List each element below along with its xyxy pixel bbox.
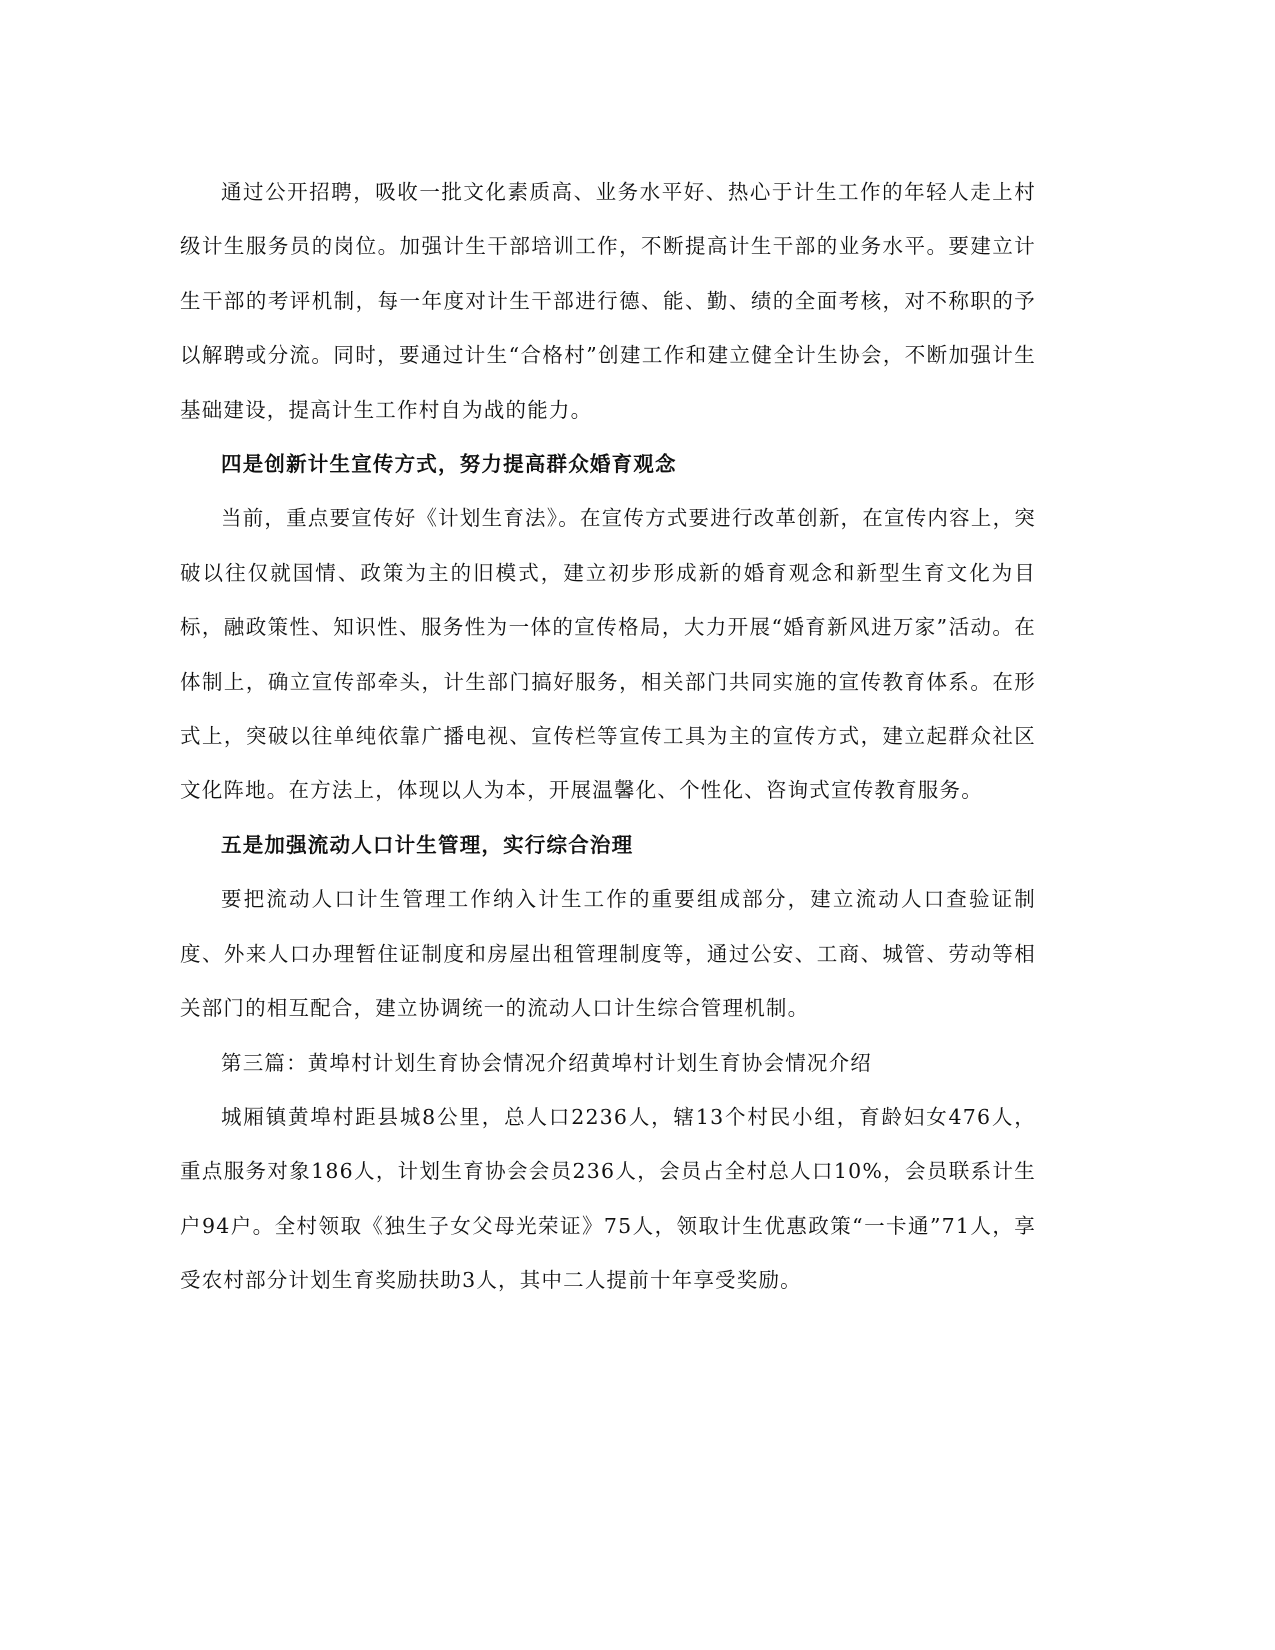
document-page (180, 165, 1036, 1308)
paragraph-staff-recruitment: 通过公开招聘，吸收一批文化素质高、业务水平好、热心于计生工作的年轻人走上村级计生服务员的岗位。加强计生干部培训工作，不断提高计生干部的业务水平。要建立计生干部的考评机制，每一年度对计生干部进行德、能、勤、绩的全面考核，对不称职的予以解聘或分流。同时，要通过计生“合格村”创建工作和建立健全计生协会，不断加强计生基础建设，提高计生工作村自为战的能力。 (180, 180, 1036, 422)
section-heading-publicity: 四是创新计生宣传方式，努力提高群众婚育观念 (221, 452, 677, 477)
paragraph-village-statistics: 城厢镇黄埠村距县城8公里，总人口2236人，辖13个村民小组，育龄妇女476人，重点服务对象186人，计划生育协会会员236人，会员占全村总人口10%，会员联系计生户94户。全村领取《独生子女父母光荣证》75人，领取计生优惠政策“一卡通”71人，享受农村部分计划生育奖励扶助3人，其中二人提前十年享受奖励。 (180, 1104, 1036, 1293)
section-heading-floating-population: 五是加强流动人口计生管理，实行综合治理 (221, 832, 634, 857)
article-title-third: 第三篇：黄埠村计划生育协会情况介绍黄埠村计划生育协会情况介绍 (221, 1050, 872, 1075)
paragraph-publicity: 当前，重点要宣传好《计划生育法》。在宣传方式要进行改革创新，在宣传内容上，突破以往仅就国情、政策为主的旧模式，建立初步形成新的婚育观念和新型生育文化为目标，融政策性、知识性、服务性为一体的宣传格局，大力开展“婚育新风进万家”活动。在体制上，确立宣传部牵头，计生部门搞好服务，相关部门共同实施的宣传教育体系。在形式上，突破以往单纯依靠广播电视、宣传栏等宣传工具为主的宣传方式，建立起群众社区文化阵地。在方法上，体现以人为本，开展温馨化、个性化、咨询式宣传教育服务。 (180, 506, 1036, 803)
paragraph-floating-population: 要把流动人口计生管理工作纳入计生工作的重要组成部分，建立流动人口查验证制度、外来人口办理暂住证制度和房屋出租管理制度等，通过公安、工商、城管、劳动等相关部门的相互配合，建立协调统一的流动人口计生综合管理机制。 (180, 887, 1036, 1021)
